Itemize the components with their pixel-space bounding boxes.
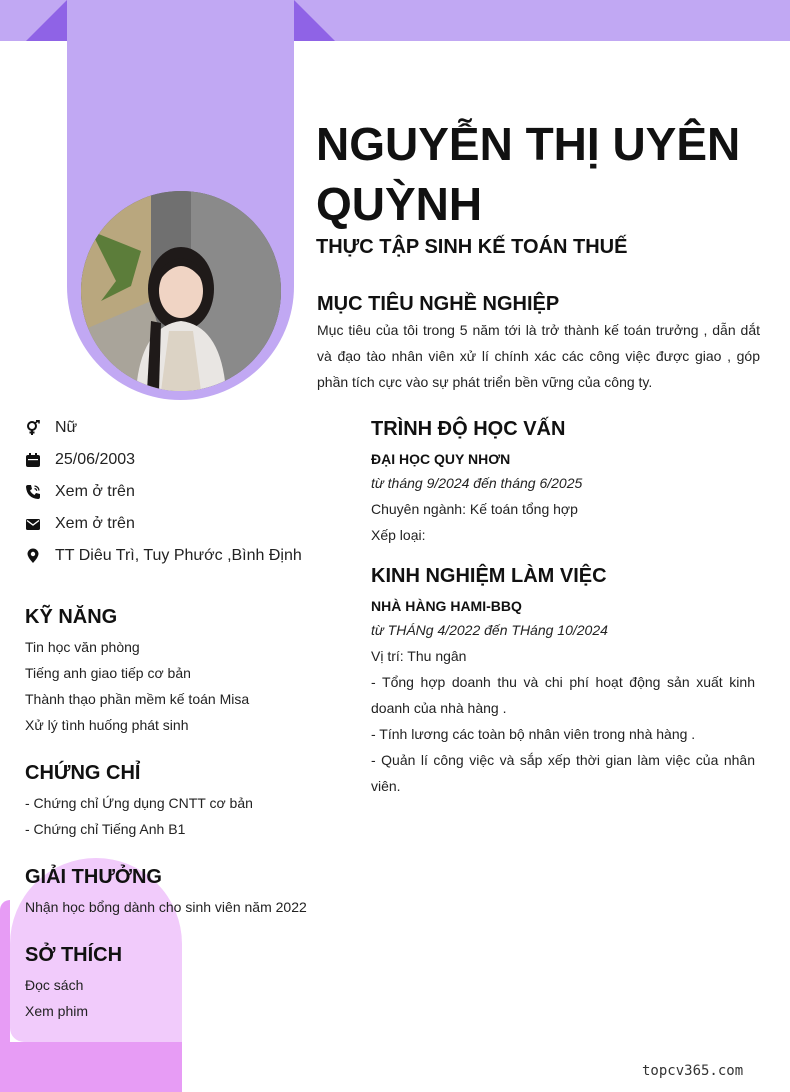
phone-icon: [25, 484, 41, 500]
school-name: ĐẠI HỌC QUY NHƠN: [371, 451, 511, 467]
contact-gender: [25, 412, 345, 444]
hobbies-section: [25, 942, 345, 1024]
email-value: Xem ở trên: [55, 515, 135, 532]
award-item: Nhận học bổng dành cho sinh viên năm 2022: [25, 899, 307, 915]
job-title: THỰC TẬP SINH KẾ TOÁN THUẾ: [316, 236, 628, 258]
decor-blob-back: [0, 1042, 182, 1092]
experience-duty: - Tính lương các toàn bộ nhân viên trong nhà hàng .: [371, 726, 696, 742]
skills-title: KỸ NĂNG: [25, 606, 118, 628]
contact-section: [25, 412, 345, 572]
experience-period: từ THÁNg 4/2022 đến THáng 10/2024: [371, 622, 608, 638]
skill-item: Tin học văn phòng: [25, 639, 140, 655]
experience-section: [371, 563, 755, 799]
location-pin-icon: [25, 548, 41, 564]
skill-item: Xử lý tình huống phát sinh: [25, 717, 189, 733]
candidate-name: NGUYỄN THỊ UYÊN QUỲNH: [316, 118, 741, 230]
calendar-icon: [25, 452, 41, 468]
certificate-item: - Chứng chỉ Tiếng Anh B1: [25, 821, 186, 837]
education-period: từ tháng 9/2024 đến tháng 6/2025: [371, 475, 583, 491]
skill-item: Tiếng anh giao tiếp cơ bản: [25, 665, 191, 681]
objective-text: Mục tiêu của tôi trong 5 năm tới là trở thành kế toán trưởng , dẫn dắt và đạo tào nhân viên xử lí chính xác các công việc được giao , góp phần tích cực vào sự phát triển bền vững của công ty.: [317, 322, 760, 390]
education-major: Chuyên ngành: Kế toán tổng hợp: [371, 501, 578, 517]
experience-duty: - Tổng hợp doanh thu và chi phí hoạt động sản xuất kinh doanh của nhà hàng .: [371, 674, 755, 716]
hobby-item: Đọc sách: [25, 977, 84, 993]
awards-section: [25, 864, 345, 920]
objective-title: MỤC TIÊU NGHỀ NGHIỆP: [317, 293, 560, 315]
hobbies-title: SỞ THÍCH: [25, 944, 123, 966]
phone-value: Xem ở trên: [55, 483, 135, 500]
experience-duty: - Quản lí công việc và sắp xếp thời gian làm việc của nhân viên.: [371, 752, 755, 794]
awards-title: GIẢI THƯỞNG: [25, 866, 162, 888]
contact-email: [25, 508, 345, 540]
address-value: TT Diêu Trì, Tuy Phước ,Bình Định: [55, 547, 302, 564]
skills-section: [25, 604, 345, 738]
company-name: NHÀ HÀNG HAMI-BBQ: [371, 598, 522, 614]
gender-icon: [25, 420, 41, 436]
experience-title: KINH NGHIỆM LÀM VIỆC: [371, 565, 607, 587]
avatar: [81, 191, 281, 391]
contact-address: [25, 540, 345, 572]
education-section: [371, 416, 755, 548]
certificates-title: CHỨNG CHỈ: [25, 762, 141, 784]
hobby-item: Xem phim: [25, 1003, 89, 1019]
certificate-item: - Chứng chỉ Ứng dụng CNTT cơ bản: [25, 795, 253, 811]
objective-section: [317, 291, 760, 395]
contact-birthday: [25, 444, 345, 476]
mail-icon: [25, 516, 41, 532]
skill-item: Thành thạo phần mềm kế toán Misa: [25, 691, 250, 707]
gender-value: Nữ: [55, 419, 78, 436]
certificates-section: [25, 760, 345, 842]
avatar-photo: [81, 191, 281, 391]
experience-position: Vị trí: Thu ngân: [371, 648, 467, 664]
contact-phone: [25, 476, 345, 508]
education-title: TRÌNH ĐỘ HỌC VẤN: [371, 418, 566, 440]
education-rank: Xếp loại:: [371, 527, 426, 543]
site-watermark: topcv365.com: [642, 1063, 744, 1079]
birthday-value: 25/06/2003: [55, 451, 136, 468]
